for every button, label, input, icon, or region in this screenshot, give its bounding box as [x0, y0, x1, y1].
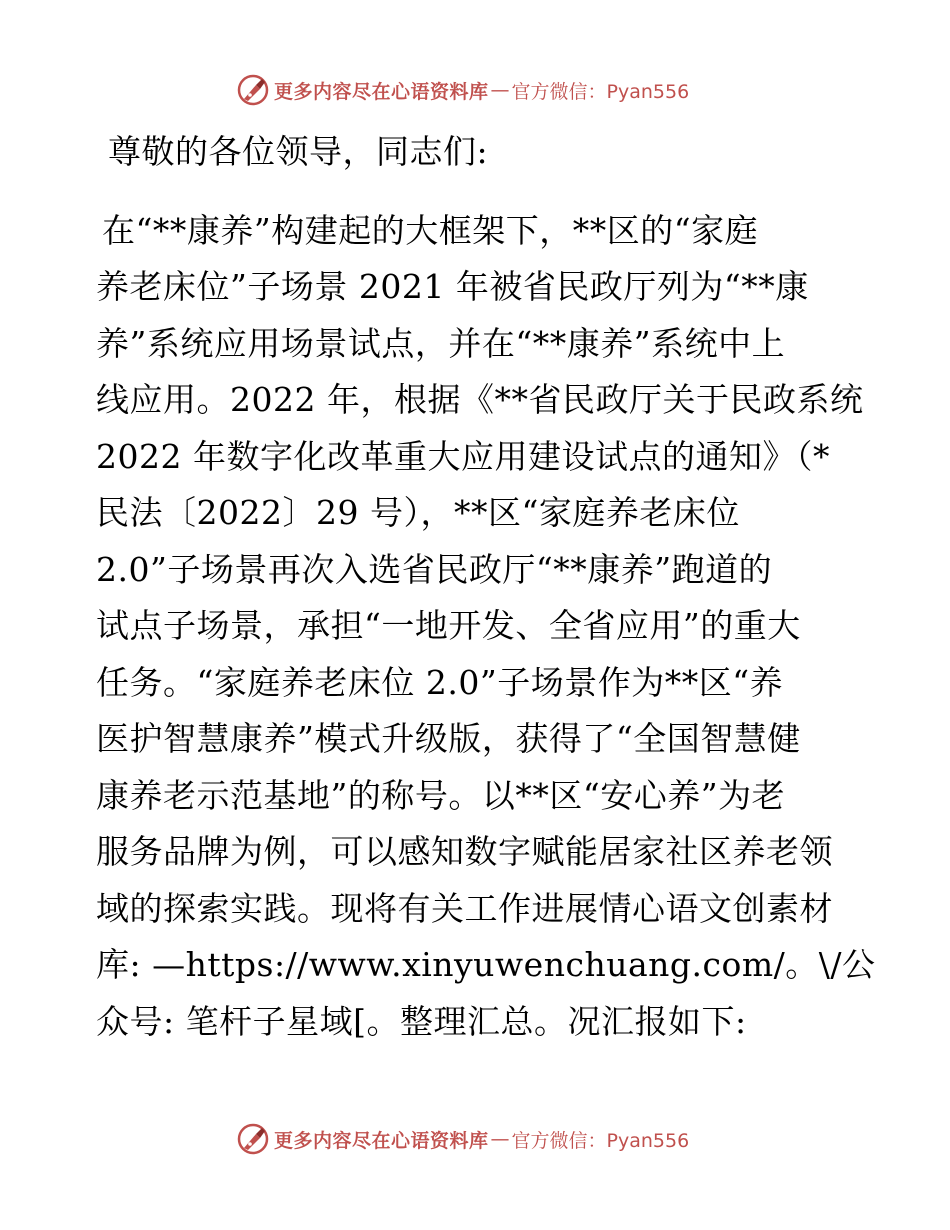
watermark-separator: —	[490, 1128, 510, 1150]
paragraph-line: 医护智慧康养”模式升级版，获得了“全国智慧健	[96, 719, 801, 758]
footer-watermark	[236, 1121, 756, 1157]
paragraph-line: 试点子场景，承担“一地开发、全省应用”的重大	[96, 606, 801, 645]
paragraph-line: 2022 年数字化改革重大应用建设试点的通知》（*	[96, 436, 830, 476]
watermark-wechat-text: 官方微信：Pyan556	[511, 80, 690, 103]
paragraph-line: 2.0”子场景再次入选省民政厅“**康养”跑道的	[96, 549, 773, 589]
watermark-brand-text: 更多内容尽在心语资料库	[274, 1129, 489, 1152]
paragraph-line: 康养老示范基地”的称号。以**区“安心养”为老	[96, 775, 786, 815]
pen-nib-logo-icon	[236, 73, 270, 107]
greeting-line: 尊敬的各位领导，同志们:	[108, 132, 489, 171]
paragraph-line: 众号: 笔杆子星域[。整理汇总。况汇报如下:	[96, 1001, 747, 1041]
paragraph-line: 任务。“家庭养老床位 2.0”子场景作为**区“养	[96, 662, 784, 702]
watermark-wechat-text: 官方微信：Pyan556	[511, 1129, 690, 1152]
pen-nib-logo-icon	[236, 1122, 270, 1156]
paragraph-line: 养”系统应用场景试点，并在“**康养”系统中上	[96, 323, 786, 363]
paragraph-line: 库: —https://www.xinyuwenchuang.com/。\/公	[96, 945, 876, 984]
paragraph-line: 民法〔2022〕29 号），**区“家庭养老床位	[96, 493, 740, 532]
paragraph-line: 在“**康养”构建起的大框架下，**区的“家庭	[102, 210, 759, 250]
watermark-separator: —	[490, 79, 510, 101]
header-watermark	[236, 72, 756, 108]
document-body	[96, 124, 876, 1050]
watermark-brand-text: 更多内容尽在心语资料库	[274, 80, 489, 103]
paragraph-line: 服务品牌为例，可以感知数字赋能居家社区养老领	[96, 832, 833, 871]
paragraph-line: 域的探索实践。现将有关工作进展情心语文创素材	[96, 888, 833, 928]
paragraph-line: 线应用。2022 年，根据《**省民政厅关于民政系统	[96, 380, 864, 419]
paragraph-line: 养老床位”子场景 2021 年被省民政厅列为“**康	[96, 267, 809, 306]
